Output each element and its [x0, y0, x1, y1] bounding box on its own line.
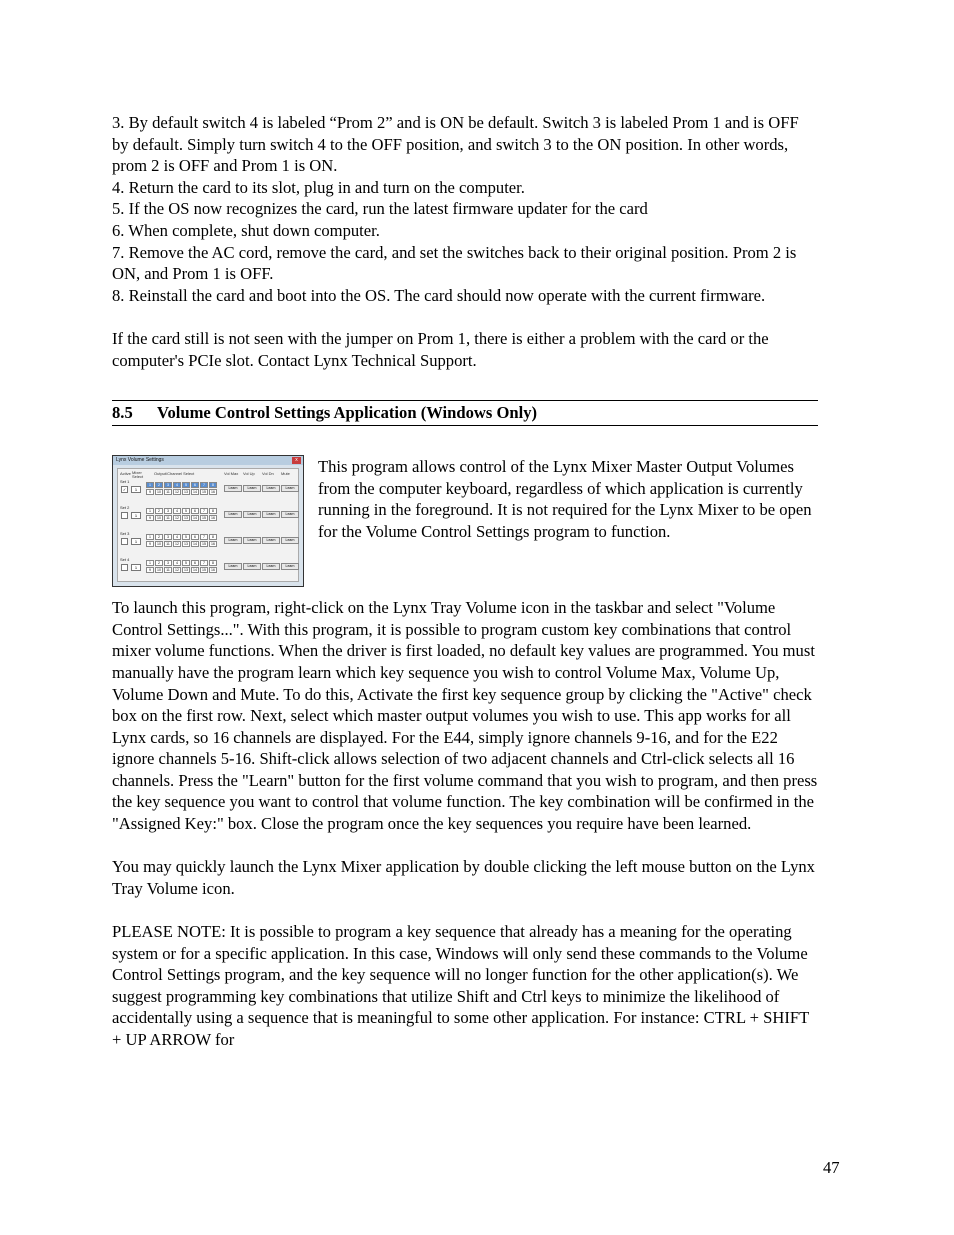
step-6: 6. When complete, shut down computer.	[112, 220, 380, 240]
launch-paragraph: To launch this program, right-click on the Lynx Tray Volume icon in the taskbar and select "Volume Control Settings...". With this program, it is possible to program custom key combinations that control mixer volume functions. When the driver is first loaded, no default key values are programmed. You must manually have the program learn which key sequence you wish to control Volume Max, Volume Up, Volume Down and Mute. To do this, Activate the first key sequence group by clicking the "Active" check box on the first row. Next, select which master output volumes you wish to use. This app works for all Lynx cards, so 16 channels are displayed. For the E44, simply ignore channels 9-16, and for the E22 ignore channels 5-16. Shift-click allows selection of two adjacent channels and Ctrl-click selects all 16 channels. Press the "Learn" button for the first volume command that you wish to program, and then press the key sequence you want to control that volume function. The key combination will be confirmed in the "Assigned Key:" box. Close the program once the key sequences you require have been learned.	[112, 598, 818, 834]
set-label: Set 2	[120, 505, 130, 511]
channel-button[interactable]: 9	[146, 489, 154, 495]
channel-button[interactable]: 3	[164, 508, 172, 514]
spacer	[112, 899, 818, 921]
section-number: 8.5	[112, 403, 133, 423]
section-heading	[112, 400, 818, 426]
channel-button[interactable]: 10	[155, 515, 163, 521]
channel-button[interactable]: 10	[155, 489, 163, 495]
intro-paragraph: This program allows control of the Lynx Mixer Master Output Volumes from the computer keyboard, regardless of which application is currently running in the foreground. It is not required for the Lynx Mixer to be open for the Volume Control Settings program to function.	[318, 457, 812, 541]
channel-button[interactable]: 2	[155, 482, 163, 488]
channel-button[interactable]: 8	[209, 508, 217, 514]
channel-button[interactable]: 14	[191, 515, 199, 521]
learn-button[interactable]: Learn	[224, 511, 242, 518]
active-checkbox[interactable]	[121, 564, 128, 571]
channel-button[interactable]: 5	[182, 560, 190, 566]
channel-button[interactable]: 9	[146, 567, 154, 573]
channel-button[interactable]: 9	[146, 541, 154, 547]
channel-grid	[146, 534, 217, 547]
learn-button[interactable]: Learn	[243, 563, 261, 570]
spacer	[112, 835, 818, 857]
channel-button[interactable]: 16	[209, 541, 217, 547]
channel-button[interactable]: 1	[146, 482, 154, 488]
channel-button[interactable]: 5	[182, 508, 190, 514]
learn-button[interactable]: Learn	[243, 485, 261, 492]
step-3: 3. By default switch 4 is labeled “Prom 2” and is ON be default. Switch 3 is labeled Prom 1 and is OFF by default. Simply turn switch 4 to the OFF position, and switch 3 to the ON position. In other words, prom 2 is OFF and Prom 1 is ON.	[112, 113, 799, 176]
channel-grid	[146, 560, 217, 573]
learn-button[interactable]: Learn	[281, 511, 299, 518]
channel-button[interactable]: 14	[191, 541, 199, 547]
learn-button[interactable]: Learn	[243, 511, 261, 518]
step-5: 5. If the OS now recognizes the card, run the latest firmware updater for the card	[112, 199, 648, 219]
prom1-note: If the card still is not seen with the jumper on Prom 1, there is either a problem with the card or the computer's PCIe slot. Contact Lynx Technical Support.	[112, 328, 769, 370]
close-icon: x	[292, 457, 301, 464]
channel-grid	[146, 482, 217, 495]
window-titlebar: Lynx Volume Settings	[113, 456, 303, 465]
learn-button[interactable]: Learn	[281, 563, 299, 570]
active-checkbox[interactable]	[121, 512, 128, 519]
learn-button[interactable]: Learn	[224, 485, 242, 492]
channel-button[interactable]: 2	[155, 560, 163, 566]
col-vol-max: Vol Max	[224, 471, 239, 477]
learn-button[interactable]: Learn	[224, 537, 242, 544]
channel-button[interactable]: 1	[146, 534, 154, 540]
channel-button[interactable]: 16	[209, 567, 217, 573]
channel-button[interactable]: 13	[182, 489, 190, 495]
channel-button[interactable]: 3	[164, 482, 172, 488]
learn-button[interactable]: Learn	[262, 511, 280, 518]
channel-button[interactable]: 5	[182, 534, 190, 540]
channel-button[interactable]: 3	[164, 534, 172, 540]
channel-button[interactable]: 9	[146, 515, 154, 521]
channel-button[interactable]: 12	[173, 567, 181, 573]
channel-button[interactable]: 12	[173, 489, 181, 495]
intro-block	[112, 456, 818, 835]
channel-button[interactable]: 7	[200, 482, 208, 488]
channel-button[interactable]: 13	[182, 541, 190, 547]
channel-button[interactable]: 4	[173, 534, 181, 540]
channel-button[interactable]: 6	[191, 482, 199, 488]
window-client	[117, 468, 299, 582]
page-number: 47	[823, 1158, 840, 1177]
learn-button[interactable]: Learn	[262, 485, 280, 492]
channel-button[interactable]: 4	[173, 560, 181, 566]
channel-button[interactable]: 1	[146, 508, 154, 514]
learn-button[interactable]: Learn	[262, 537, 280, 544]
please-note-paragraph: PLEASE NOTE: It is possible to program a key sequence that already has a meaning for the operating system or for a specific application. In this case, Windows will only send these commands to the Volume Control Settings program, and the key sequence will no longer function for the other application(s). We suggest programming key combinations that utilize Shift and Ctrl keys to minimize the likelihood of accidentally using a sequence that is meaningful to some other application. For instance: CTRL + SHIFT + UP ARROW for	[112, 922, 809, 1049]
channel-button[interactable]: 6	[191, 534, 199, 540]
channel-button[interactable]: 2	[155, 534, 163, 540]
col-vol-dn: Vol Dn	[262, 471, 274, 477]
channel-button[interactable]: 4	[173, 482, 181, 488]
quick-launch-paragraph: You may quickly launch the Lynx Mixer application by double clicking the left mouse button on the Lynx Tray Volume icon.	[112, 857, 815, 898]
set-label: Set 1	[120, 479, 130, 485]
channel-button[interactable]: 12	[173, 541, 181, 547]
step-4: 4. Return the card to its slot, plug in and turn on the computer.	[112, 177, 525, 197]
channel-button[interactable]: 14	[191, 567, 199, 573]
channel-button[interactable]: 7	[200, 534, 208, 540]
channel-button[interactable]: 11	[164, 515, 172, 521]
channel-button[interactable]: 15	[200, 515, 208, 521]
col-output-select: Output/Channel Select	[154, 471, 195, 477]
channel-button[interactable]: 16	[209, 515, 217, 521]
channel-button[interactable]: 11	[164, 489, 172, 495]
volume-settings-screenshot	[112, 455, 304, 587]
channel-button[interactable]: 15	[200, 567, 208, 573]
mixer-select[interactable]: 1	[131, 486, 141, 493]
channel-grid	[146, 508, 217, 521]
channel-button[interactable]: 10	[155, 541, 163, 547]
channel-button[interactable]: 10	[155, 567, 163, 573]
channel-button[interactable]: 6	[191, 508, 199, 514]
learn-button[interactable]: Learn	[262, 563, 280, 570]
mixer-select[interactable]: 1	[131, 564, 141, 571]
step-7: 7. Remove the AC cord, remove the card, and set the switches back to their original position. Prom 2 is ON, and Prom 1 is OFF.	[112, 242, 797, 284]
active-checkbox[interactable]: ✓	[122, 487, 127, 493]
section-title: Volume Control Settings Application (Windows Only)	[157, 403, 538, 423]
channel-button[interactable]: 14	[191, 489, 199, 495]
channel-button[interactable]: 13	[182, 515, 190, 521]
channel-button[interactable]: 3	[164, 560, 172, 566]
channel-button[interactable]: 8	[209, 560, 217, 566]
channel-button[interactable]: 8	[209, 482, 217, 488]
channel-button[interactable]: 11	[164, 541, 172, 547]
spacer	[112, 306, 818, 328]
set-label: Set 4	[120, 557, 130, 563]
channel-button[interactable]: 1	[146, 560, 154, 566]
col-vol-up: Vol Up	[243, 471, 255, 477]
channel-button[interactable]: 8	[209, 534, 217, 540]
learn-button[interactable]: Learn	[243, 537, 261, 544]
col-active: Active	[120, 471, 131, 477]
channel-button[interactable]: 7	[200, 508, 208, 514]
col-mute: Mute	[281, 471, 290, 477]
learn-button[interactable]: Learn	[224, 563, 242, 570]
channel-button[interactable]: 7	[200, 560, 208, 566]
active-checkbox[interactable]	[121, 538, 128, 545]
mixer-select[interactable]: 1	[131, 538, 141, 545]
mixer-select[interactable]: 1	[131, 512, 141, 519]
channel-button[interactable]: 4	[173, 508, 181, 514]
channel-button[interactable]: 16	[209, 489, 217, 495]
channel-button[interactable]: 12	[173, 515, 181, 521]
channel-button[interactable]: 11	[164, 567, 172, 573]
channel-button[interactable]: 6	[191, 560, 199, 566]
page-body	[112, 112, 818, 1051]
channel-button[interactable]: 15	[200, 489, 208, 495]
learn-button[interactable]: Learn	[281, 537, 299, 544]
channel-button[interactable]: 2	[155, 508, 163, 514]
step-8: 8. Reinstall the card and boot into the OS. The card should now operate with the current firmware.	[112, 285, 766, 305]
set-label: Set 3	[120, 531, 130, 537]
channel-button[interactable]: 13	[182, 567, 190, 573]
col-mixer-select: Mixer Select	[132, 470, 144, 480]
channel-button[interactable]: 15	[200, 541, 208, 547]
channel-button[interactable]: 5	[182, 482, 190, 488]
learn-button[interactable]: Learn	[281, 485, 299, 492]
